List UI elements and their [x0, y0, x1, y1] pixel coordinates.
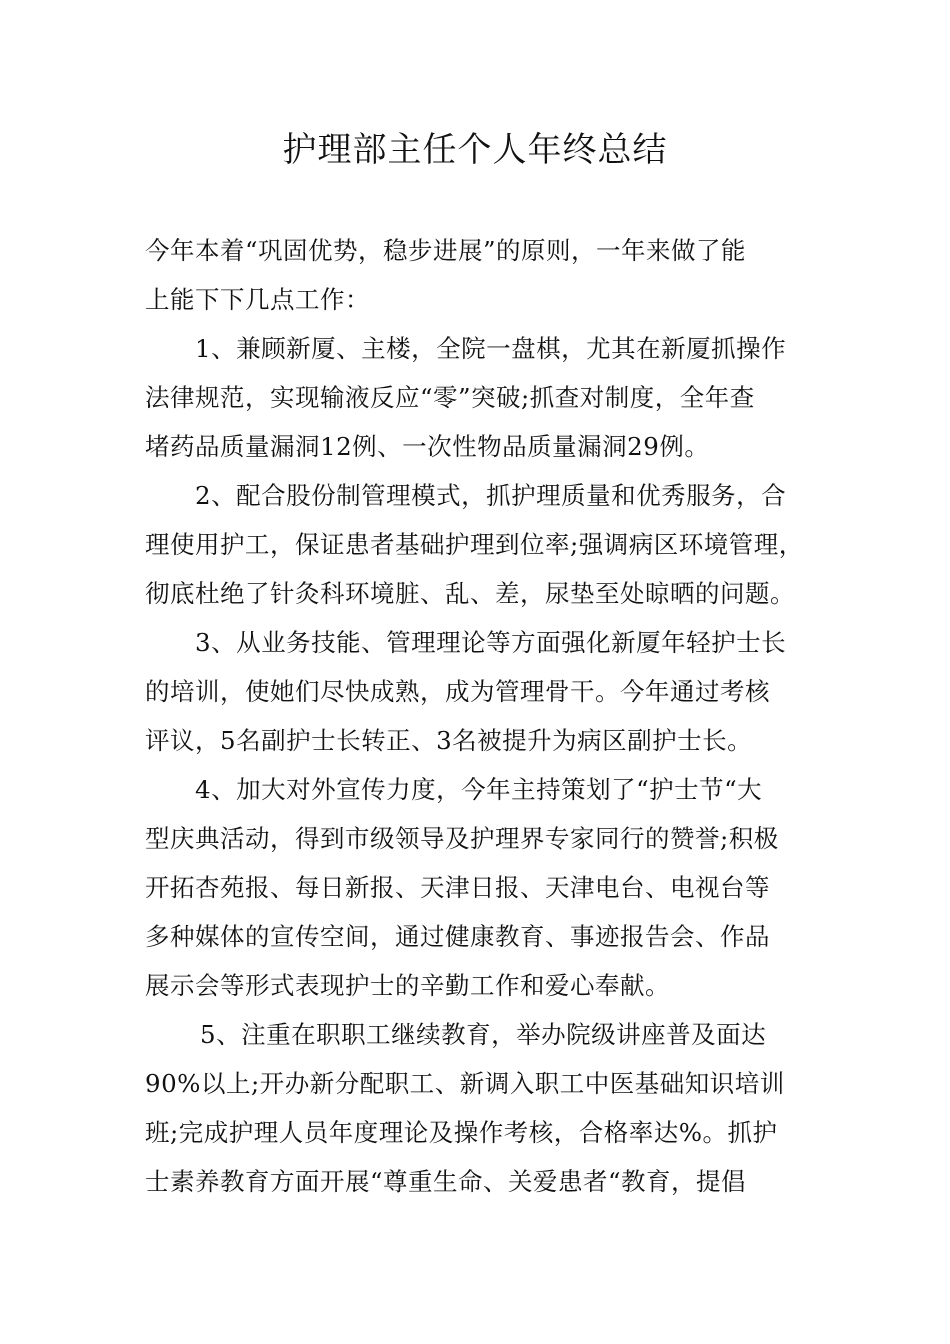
text-line: 士素养教育方面开展“尊重生命、关爱患者“教育，提倡 — [145, 1167, 747, 1196]
text-line: 今年本着“巩固优势，稳步进展”的原则，一年来做了能 — [145, 236, 747, 265]
text-line: 班;完成护理人员年度理论及操作考核，合格率达%。抓护 — [145, 1118, 778, 1147]
text-line: 型庆典活动，得到市级领导及护理界专家同行的赞誉;积极 — [145, 824, 779, 853]
text-line: 4、加大对外宣传力度，今年主持策划了“护士节“大 — [195, 775, 763, 804]
text-line: 评议，5名副护士长转正、3名被提升为病区副护士长。 — [145, 726, 753, 755]
text-line: 理使用护工，保证患者基础护理到位率;强调病区环境管理， — [145, 530, 804, 559]
text-line: 多种媒体的宣传空间，通过健康教育、事迹报告会、作品 — [145, 922, 770, 951]
text-line: 彻底杜绝了针灸科环境脏、乱、差，尿垫至处晾晒的问题。 — [145, 579, 795, 608]
document-title: 护理部主任个人年终总结 — [282, 130, 668, 170]
text-line: 法律规范，实现输液反应“零”突破;抓查对制度，全年查 — [145, 383, 755, 412]
text-line: 5、注重在职职工继续教育，举办院级讲座普及面达 — [200, 1020, 767, 1049]
document-body — [145, 226, 810, 1206]
text-line: 90%以上;开办新分配职工、新调入职工中医基础知识培训 — [145, 1069, 785, 1098]
text-line: 展示会等形式表现护士的辛勤工作和爱心奉献。 — [145, 971, 670, 1000]
text-line: 的培训，使她们尽快成熟，成为管理骨干。今年通过考核 — [145, 677, 770, 706]
text-line: 3、从业务技能、管理理论等方面强化新厦年轻护士长 — [195, 628, 787, 657]
text-line: 堵药品质量漏洞12例、一次性物品质量漏洞29例。 — [145, 432, 710, 461]
text-line: 开拓杏苑报、每日新报、天津日报、天津电台、电视台等 — [145, 873, 770, 902]
text-line: 上能下下几点工作： — [145, 285, 370, 314]
text-line: 1、兼顾新厦、主楼，全院一盘棋，尤其在新厦抓操作 — [195, 334, 787, 363]
text-line: 2、配合股份制管理模式，抓护理质量和优秀服务，合 — [195, 481, 787, 510]
